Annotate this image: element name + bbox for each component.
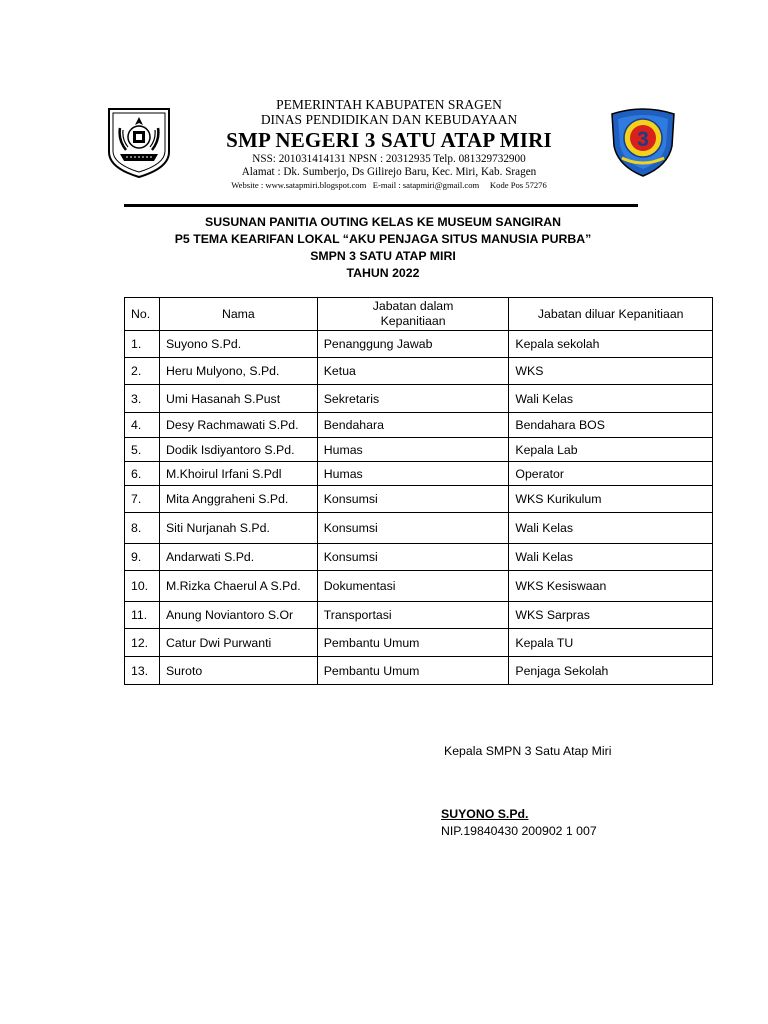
school-identifiers: NSS: 201031414131 NPSN : 20312935 Telp. 081329732900 (252, 153, 526, 165)
cell-no: 2. (125, 358, 160, 385)
cell-no: 5. (125, 438, 160, 462)
title-line-1: SUSUNAN PANITIA OUTING KELAS KE MUSEUM SANGIRAN (205, 215, 561, 229)
header-outside-role: Jabatan diluar Kepanitiaan (509, 298, 713, 331)
cell-role: Sekretaris (317, 385, 509, 413)
cell-name: Suyono S.Pd. (159, 331, 317, 358)
school-address: Alamat : Dk. Sumberjo, Ds Gilirejo Baru, Kec. Miri, Kab. Sragen (241, 166, 537, 178)
table-row (125, 462, 713, 486)
header-role (317, 298, 509, 331)
table-row (125, 358, 713, 385)
cell-name: Suroto (159, 657, 317, 685)
table-row (125, 513, 713, 544)
header-name: Nama (159, 298, 317, 331)
letterhead-divider (124, 204, 638, 207)
cell-no: 8. (125, 513, 160, 544)
signature-name: SUYONO S.Pd. (441, 807, 529, 821)
sragen-regency-emblem (106, 106, 172, 180)
cell-no: 13. (125, 657, 160, 685)
cell-name: Andarwati S.Pd. (159, 544, 317, 571)
table-body (125, 331, 713, 685)
school-contact: Website : www.satapmiri.blogspot.com E-mail : satapmiri@gmail.com Kode Pos 57276 (231, 180, 547, 190)
cell-name: Anung Noviantoro S.Or (159, 602, 317, 629)
table-row (125, 331, 713, 358)
table-row (125, 544, 713, 571)
cell-role: Konsumsi (317, 513, 509, 544)
cell-name: Siti Nurjanah S.Pd. (159, 513, 317, 544)
cell-name: Mita Anggraheni S.Pd. (159, 486, 317, 513)
cell-outside-role: Operator (509, 462, 713, 486)
cell-name: M.Rizka Chaerul A S.Pd. (159, 571, 317, 602)
title-line-3: SMPN 3 SATU ATAP MIRI (310, 249, 456, 263)
cell-no: 1. (125, 331, 160, 358)
cell-no: 9. (125, 544, 160, 571)
cell-name: Umi Hasanah S.Pust (159, 385, 317, 413)
table-row (125, 629, 713, 657)
table-row (125, 657, 713, 685)
cell-outside-role: WKS Kesiswaan (509, 571, 713, 602)
cell-role: Pembantu Umum (317, 657, 509, 685)
cell-role: Konsumsi (317, 486, 509, 513)
letterhead (180, 97, 598, 191)
school-name: SMP NEGERI 3 SATU ATAP MIRI (226, 128, 552, 152)
cell-no: 6. (125, 462, 160, 486)
signature-nip: NIP.19840430 200902 1 007 (441, 824, 597, 838)
table-row (125, 571, 713, 602)
cell-role: Transportasi (317, 602, 509, 629)
cell-name: M.Khoirul Irfani S.Pdl (159, 462, 317, 486)
cell-outside-role: WKS Sarpras (509, 602, 713, 629)
cell-role: Ketua (317, 358, 509, 385)
cell-name: Catur Dwi Purwanti (159, 629, 317, 657)
cell-outside-role: Kepala Lab (509, 438, 713, 462)
header-role-line-1: Jabatan dalam (372, 299, 454, 313)
cell-role: Pembantu Umum (317, 629, 509, 657)
signature-title: Kepala SMPN 3 Satu Atap Miri (444, 744, 612, 758)
document-title (124, 214, 642, 282)
cell-name: Heru Mulyono, S.Pd. (159, 358, 317, 385)
header-role-line-2: Kepanitiaan (380, 314, 446, 328)
table-row (125, 413, 713, 438)
header-no: No. (125, 298, 160, 331)
school-shield-emblem (608, 106, 678, 178)
table-header-row (125, 298, 713, 331)
cell-outside-role: Wali Kelas (509, 513, 713, 544)
cell-name: Dodik Isdiyantoro S.Pd. (159, 438, 317, 462)
cell-outside-role: WKS (509, 358, 713, 385)
cell-outside-role: WKS Kurikulum (509, 486, 713, 513)
cell-outside-role: Bendahara BOS (509, 413, 713, 438)
committee-table (124, 297, 713, 685)
shield-digit: 3 (637, 128, 649, 151)
cell-role: Humas (317, 462, 509, 486)
table-row (125, 438, 713, 462)
cell-outside-role: Penjaga Sekolah (509, 657, 713, 685)
cell-name: Desy Rachmawati S.Pd. (159, 413, 317, 438)
cell-no: 7. (125, 486, 160, 513)
cell-outside-role: Wali Kelas (509, 385, 713, 413)
table-row (125, 486, 713, 513)
government-name: PEMERINTAH KABUPATEN SRAGEN (276, 97, 502, 112)
cell-role: Humas (317, 438, 509, 462)
cell-no: 4. (125, 413, 160, 438)
table-row (125, 602, 713, 629)
cell-outside-role: Wali Kelas (509, 544, 713, 571)
cell-no: 10. (125, 571, 160, 602)
title-line-4: TAHUN 2022 (346, 266, 420, 280)
cell-role: Dokumentasi (317, 571, 509, 602)
cell-no: 3. (125, 385, 160, 413)
cell-role: Bendahara (317, 413, 509, 438)
table-row (125, 385, 713, 413)
cell-no: 12. (125, 629, 160, 657)
cell-outside-role: Kepala sekolah (509, 331, 713, 358)
cell-outside-role: Kepala TU (509, 629, 713, 657)
cell-role: Penanggung Jawab (317, 331, 509, 358)
cell-role: Konsumsi (317, 544, 509, 571)
title-line-2: P5 TEMA KEARIFAN LOKAL “AKU PENJAGA SITUS MANUSIA PURBA” (174, 232, 592, 246)
cell-no: 11. (125, 602, 160, 629)
department-name: DINAS PENDIDIKAN DAN KEBUDAYAAN (260, 112, 518, 127)
